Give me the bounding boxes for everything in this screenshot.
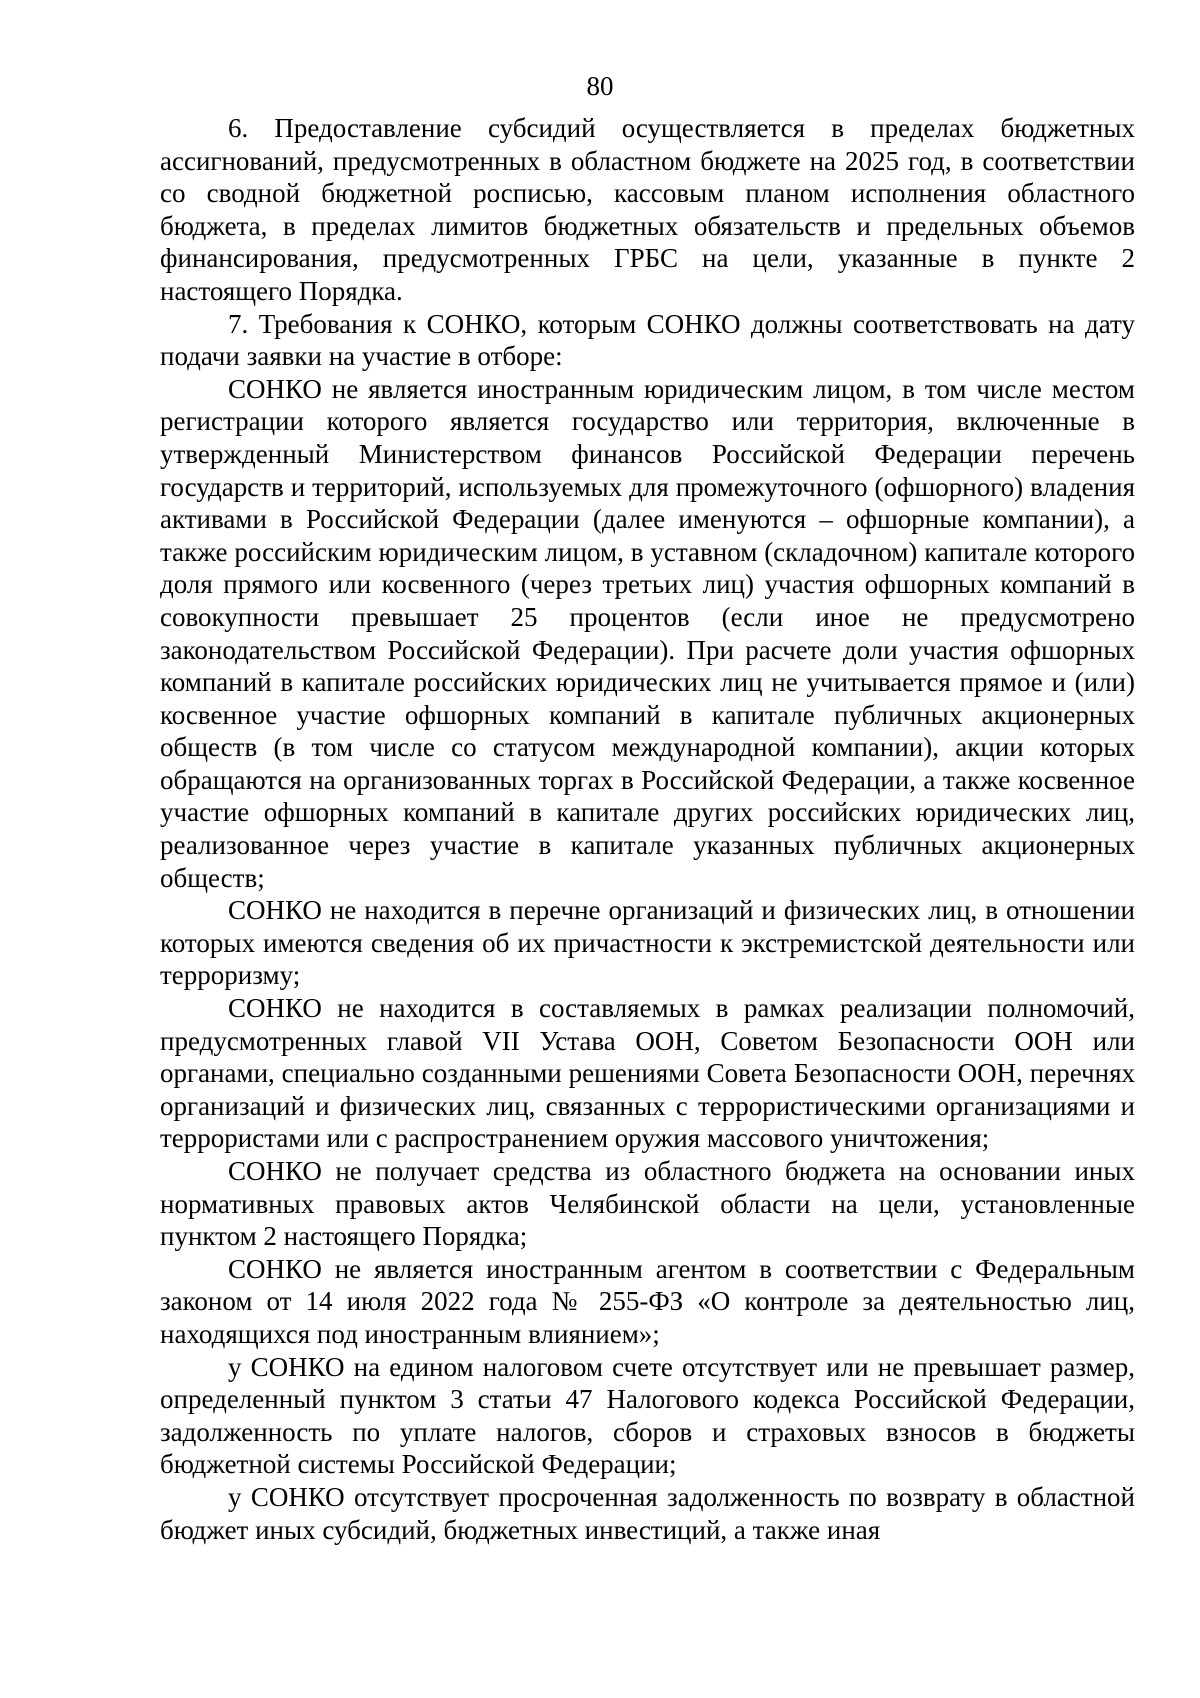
requirement-not-extremist-list: СОНКО не находится в перечне организаций и физических лиц, в отношении которых имеются сведения об их причастности к экстремистской деятельности или терроризму; (160, 895, 1135, 991)
page-number: 80 (586, 71, 614, 101)
requirement-not-foreign-entity: СОНКО не является иностранным юридическим лицом, в том числе местом регистрации которого является государство или территория, включенные в утвержденный Министерством финансов Российской Федерации перечень государств и территорий, используемых для промежуточного (офшорного) владения активами в Российской Федерации (далее именуются – офшорные компании), а также российским юридическим лицом, в уставном (складочном) капитале которого доля прямого или косвенного (через третьих лиц) участия офшорных компаний в совокупности превышает 25 процентов (если иное не предусмотрено законодательством Российской Федерации). При расчете доли участия офшорных компаний в капитале российских юридических лиц не учитывается прямое и (или) косвенное участие офшорных компаний в капитале публичных акционерных обществ (в том числе со статусом международной компании), акции которых обращаются на организованных торгах в Российской Федерации, а также косвенное участие офшорных компаний в капитале других российских юридических лиц, реализованное через участие в капитале указанных публичных акционерных обществ; (160, 373, 1135, 893)
requirement-not-un-sanctions-list: СОНКО не находится в составляемых в рамках реализации полномочий, предусмотренных главой VII Устава ООН, Советом Безопасности ООН или органами, специально созданными решениями Совета Безопасности ООН, перечнях организаций и физических лиц, связанных с террористическими организациями и террористами или с распространением оружия массового уничтожения; (160, 993, 1135, 1154)
document-body (160, 112, 1135, 1546)
paragraph-6-subsidy-budget: 6. Предоставление субсидий осуществляется в пределах бюджетных ассигнований, предусмотренных в областном бюджете на 2025 год, в соответствии со сводной бюджетной росписью, кассовым планом исполнения областного бюджета, в пределах лимитов бюджетных обязательств и предельных объемов финансирования, предусмотренных ГРБС на цели, указанные в пункте 2 настоящего Порядка. (160, 113, 1135, 306)
requirement-no-tax-debt: у СОНКО на едином налоговом счете отсутствует или не превышает размер, определенный пунктом 3 статьи 47 Налогового кодекса Российской Федерации, задолженность по уплате налогов, сборов и страховых взносов в бюджеты бюджетной системы Российской Федерации; (160, 1351, 1135, 1480)
paragraph-7-requirements-intro: 7. Требования к СОНКО, которым СОНКО должны соответствовать на дату подачи заявки на участие в отборе: (160, 308, 1135, 372)
requirement-no-overdue-subsidy-debt: у СОНКО отсутствует просроченная задолженность по возврату в областной бюджет иных субсидий, бюджетных инвестиций, а также иная (160, 1481, 1135, 1545)
requirement-no-other-regional-funds: СОНКО не получает средства из областного бюджета на основании иных нормативных правовых актов Челябинской области на цели, установленные пунктом 2 настоящего Порядка; (160, 1156, 1135, 1252)
requirement-not-foreign-agent: СОНКО не является иностранным агентом в соответствии с Федеральным законом от 14 июля 2022 года № 255-ФЗ «О контроле за деятельностью лиц, находящихся под иностранным влиянием»; (160, 1253, 1135, 1349)
